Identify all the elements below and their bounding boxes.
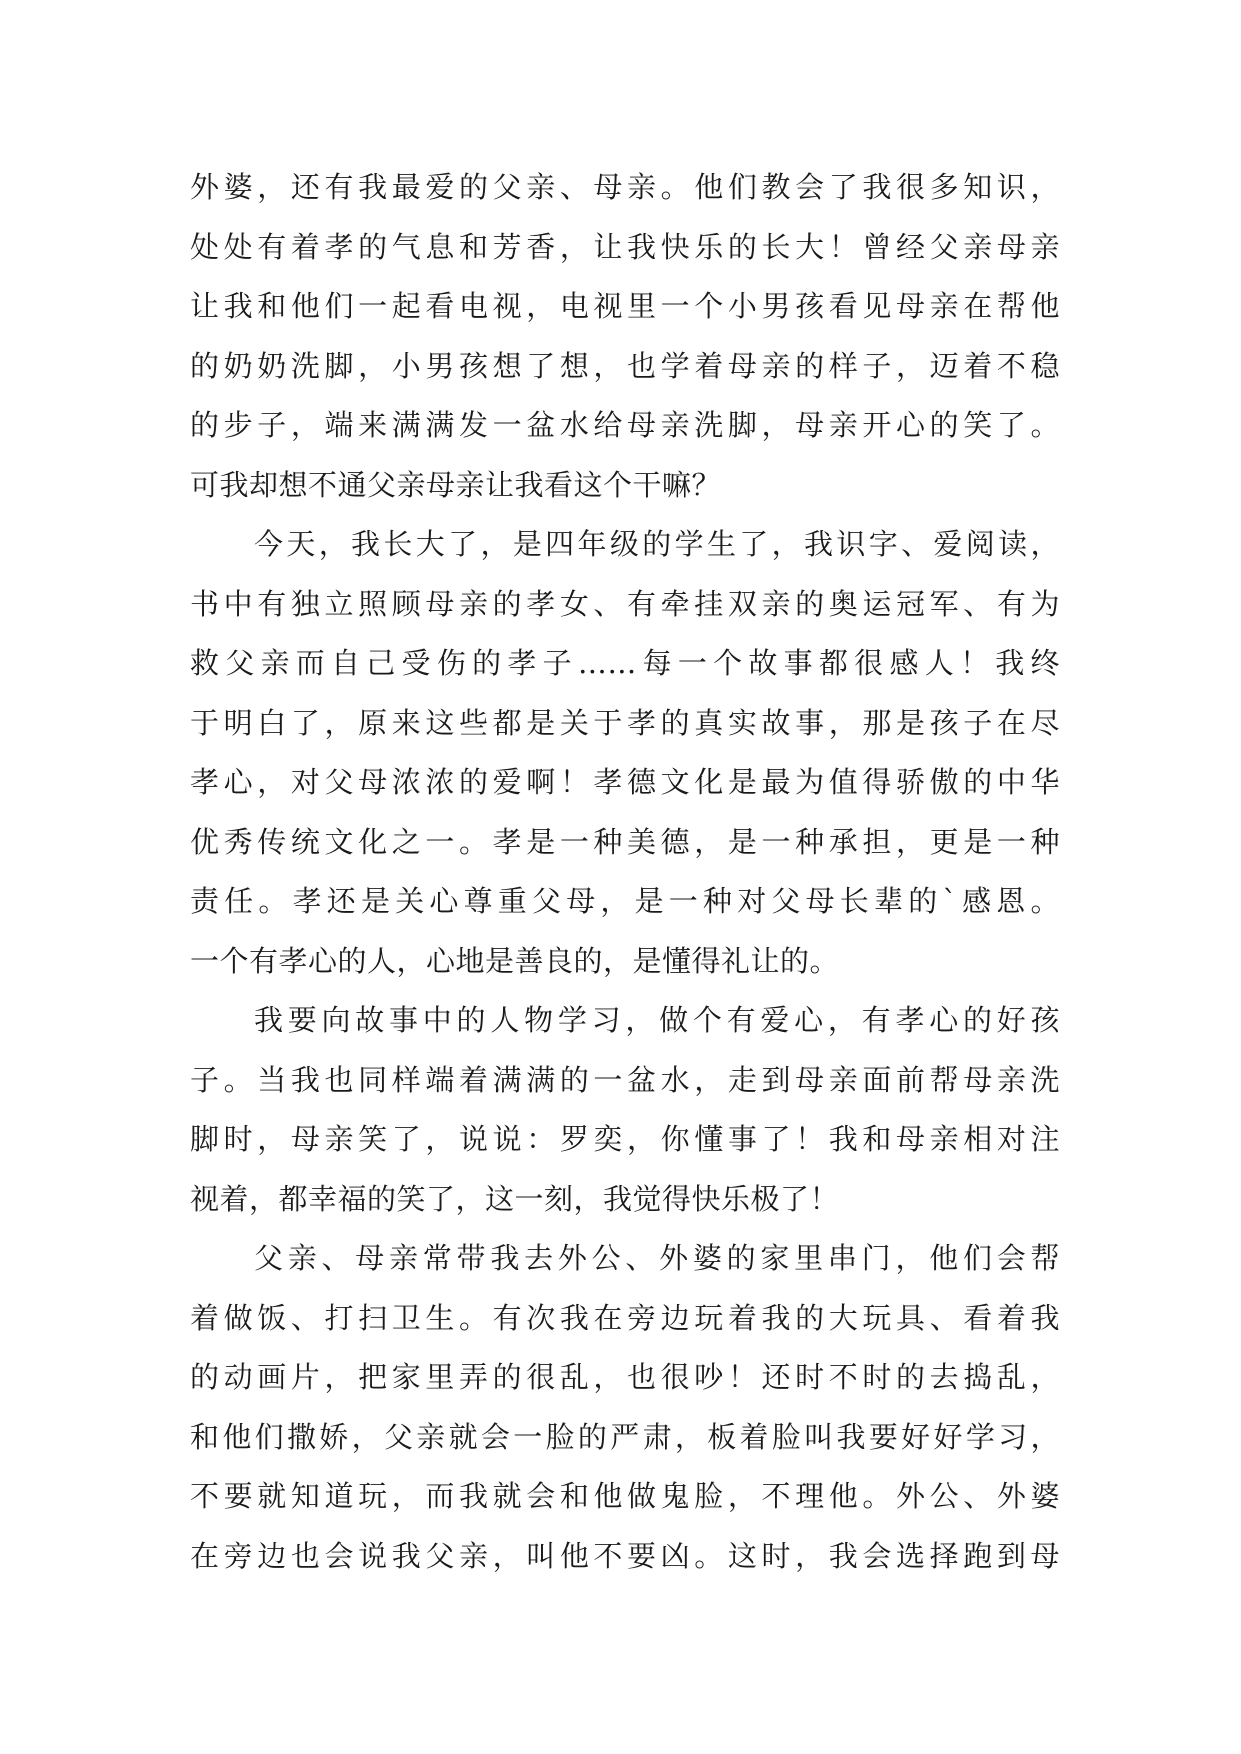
text-line: 的步子，端来满满发一盆水给母亲洗脚，母亲开心的笑了。 xyxy=(190,408,1060,442)
text-line: 的动画片，把家里弄的很乱，也很吵！还时不时的去捣乱， xyxy=(190,1360,1060,1394)
text-line: 孝心，对父母浓浓的爱啊！孝德文化是最为值得骄傲的中华 xyxy=(190,765,1060,799)
text-line: 责任。孝还是关心尊重父母，是一种对父母长辈的`感恩。 xyxy=(190,884,1060,918)
text-line: 一个有孝心的人，心地是善良的，是懂得礼让的。 xyxy=(190,943,840,978)
text-line: 书中有独立照顾母亲的孝女、有牵挂双亲的奥运冠军、有为 xyxy=(190,586,1060,621)
text-line: 父亲、母亲常带我去外公、外婆的家里串门，他们会帮 xyxy=(254,1241,1060,1275)
text-line: 处处有着孝的气息和芳香，让我快乐的长大！曾经父亲母亲 xyxy=(190,229,1060,264)
paragraph-3 xyxy=(190,991,1060,1229)
text-line: 外婆，还有我最爱的父亲、母亲。他们教会了我很多知识， xyxy=(190,170,1060,204)
text-line: 不要就知道玩，而我就会和他做鬼脸，不理他。外公、外婆 xyxy=(190,1479,1060,1513)
paragraph-2 xyxy=(190,515,1060,991)
text-line: 视着，都幸福的笑了，这一刻，我觉得快乐极了！ xyxy=(190,1181,840,1216)
text-line: 子。当我也同样端着满满的一盆水，走到母亲面前帮母亲洗 xyxy=(190,1062,1060,1097)
document-body xyxy=(190,158,1060,1586)
text-line: 优秀传统文化之一。孝是一种美德，是一种承担，更是一种 xyxy=(190,824,1060,859)
text-line: 救父亲而自己受伤的孝子……每一个故事都很感人！我终 xyxy=(190,646,1060,680)
text-line: 和他们撒娇，父亲就会一脸的严肃，板着脸叫我要好好学习， xyxy=(190,1419,1060,1454)
paragraph-4 xyxy=(190,1229,1060,1586)
paragraph-1 xyxy=(190,158,1060,515)
text-line: 脚时，母亲笑了，说说：罗奕，你懂事了！我和母亲相对注 xyxy=(190,1122,1060,1156)
text-line: 让我和他们一起看电视，电视里一个小男孩看见母亲在帮他 xyxy=(190,289,1060,323)
text-line: 我要向故事中的人物学习，做个有爱心，有孝心的好孩 xyxy=(254,1003,1060,1037)
text-line: 于明白了，原来这些都是关于孝的真实故事，那是孩子在尽 xyxy=(190,705,1060,740)
text-line: 可我却想不通父亲母亲让我看这个干嘛？ xyxy=(190,467,722,502)
text-line: 今天，我长大了，是四年级的学生了，我识字、爱阅读， xyxy=(254,527,1060,561)
text-line: 的奶奶洗脚，小男孩想了想，也学着母亲的样子，迈着不稳 xyxy=(190,348,1060,383)
text-line: 在旁边也会说我父亲，叫他不要凶。这时，我会选择跑到母 xyxy=(190,1538,1060,1573)
text-line: 着做饭、打扫卫生。有次我在旁边玩着我的大玩具、看着我 xyxy=(190,1300,1060,1335)
